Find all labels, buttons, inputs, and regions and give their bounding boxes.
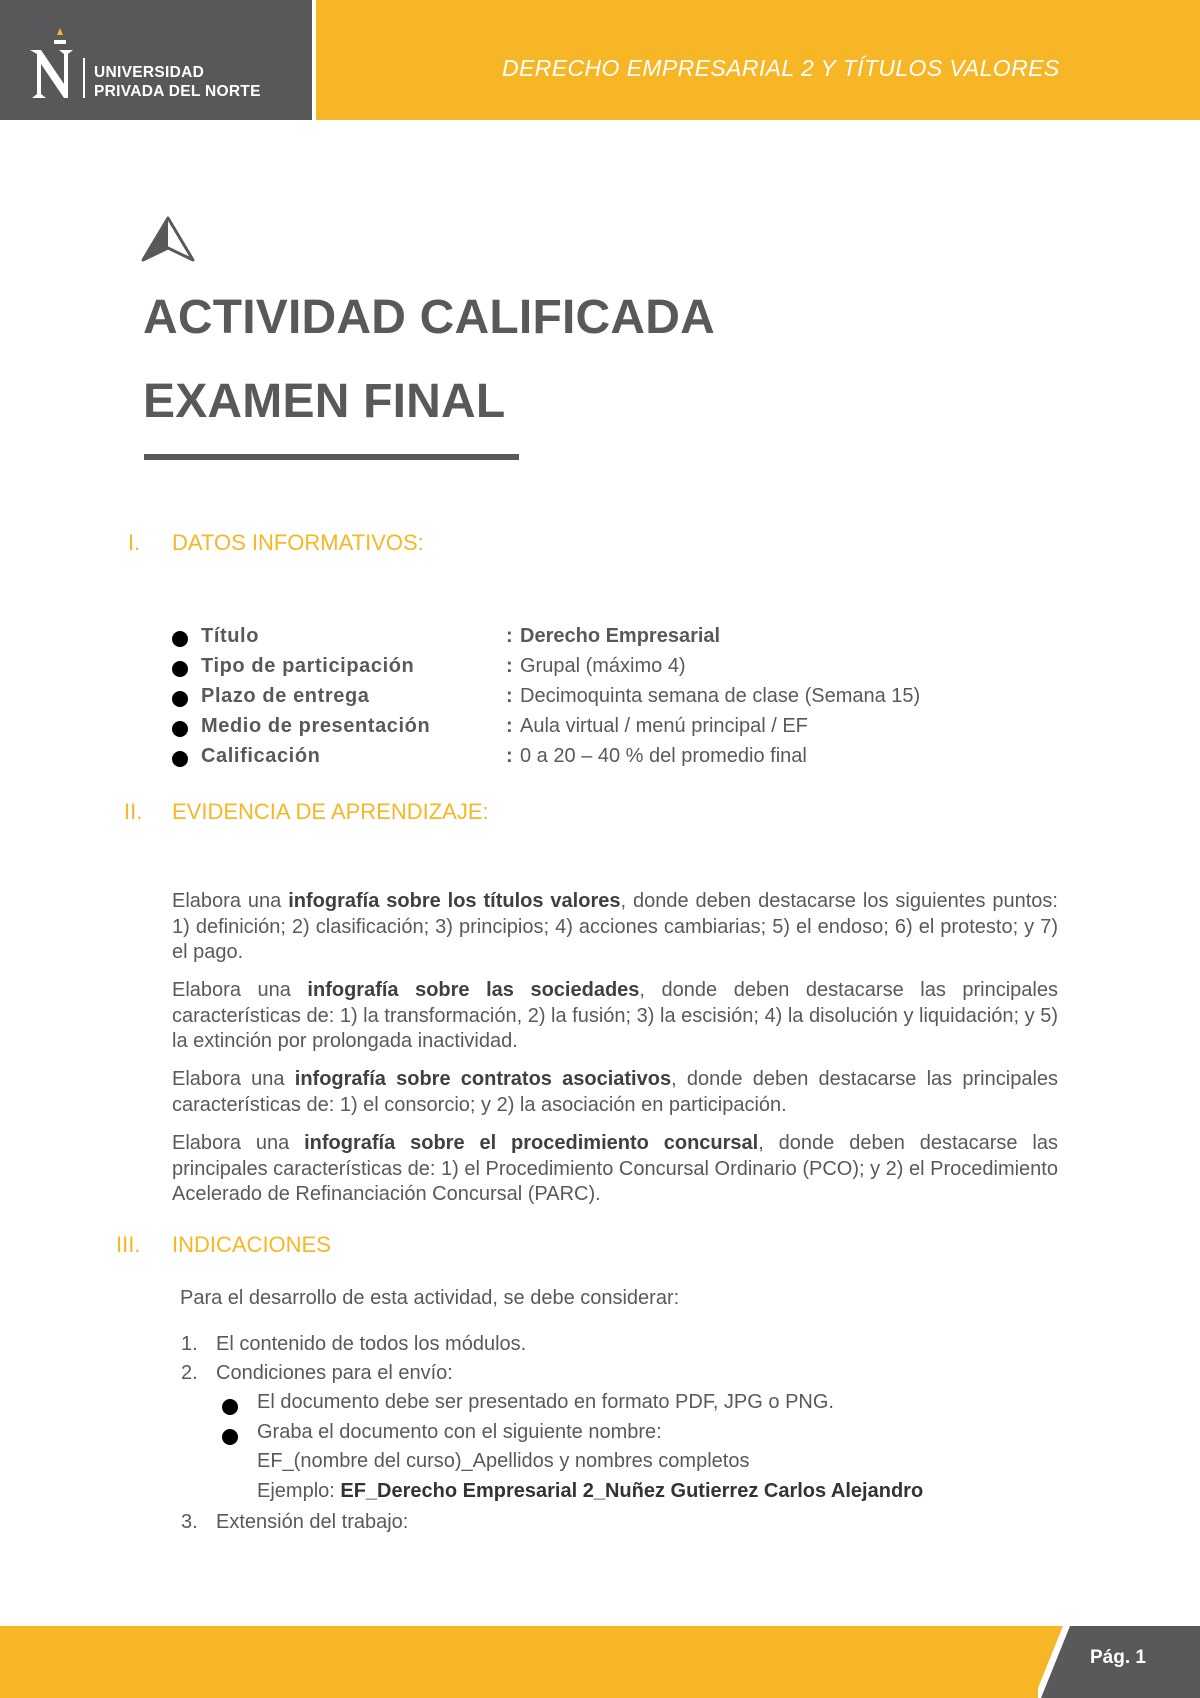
section-number: II. xyxy=(124,799,143,824)
datos-value: 0 a 20 – 40 % del promedio final xyxy=(520,745,807,767)
example-value: EF_Derecho Empresarial 2_Nuñez Gutierrez Carlos Alejandro xyxy=(340,1480,924,1502)
datos-value: Aula virtual / menú principal / EF xyxy=(520,715,808,737)
university-name-line2: PRIVADA DEL NORTE xyxy=(94,83,261,100)
para-bold: infografía sobre contratos asociativos xyxy=(294,1068,672,1090)
upn-n-logo-icon xyxy=(28,26,78,102)
para-bold: infografía sobre las sociedades xyxy=(307,979,640,1001)
header-divider xyxy=(312,0,316,120)
list-item xyxy=(172,743,1092,773)
para-text: Elabora una xyxy=(172,1132,305,1154)
datos-colon: : xyxy=(506,745,513,767)
sub-item-text: El documento debe ser presentado en formato PDF, JPG o PNG. xyxy=(257,1391,834,1413)
datos-value: Derecho Empresarial xyxy=(520,625,721,647)
para-bold: infografía sobre los títulos valores xyxy=(288,890,621,912)
datos-value: Grupal (máximo 4) xyxy=(520,655,686,677)
datos-list xyxy=(172,623,1092,773)
page-number: Pág. 1 xyxy=(1090,1647,1146,1668)
para-text: Elabora una xyxy=(172,890,289,912)
section-number: I. xyxy=(128,530,141,555)
para-bold: infografía sobre el procedimiento concursal xyxy=(304,1132,759,1154)
evidencia-paragraph xyxy=(172,1067,1058,1118)
section-number: III. xyxy=(116,1232,141,1257)
section-title: DATOS INFORMATIVOS: xyxy=(172,530,424,555)
section-title: EVIDENCIA DE APRENDIZAJE: xyxy=(172,799,489,824)
bullet-icon xyxy=(172,721,188,737)
example-label: Ejemplo: xyxy=(257,1480,341,1502)
item-number: 3. xyxy=(181,1511,198,1533)
exam-title: EXAMEN FINAL xyxy=(143,375,506,428)
datos-label: Título xyxy=(201,625,260,647)
logo-separator xyxy=(83,58,85,98)
bullet-icon xyxy=(172,661,188,677)
evidencia-paragraph xyxy=(172,1131,1058,1208)
para-text: , donde deben destacarse las principales características de: 1) el consorcio; y 2) la asociación en participación. xyxy=(172,1068,1059,1116)
list-item xyxy=(172,713,1092,743)
indicaciones-intro: Para el desarrollo de esta actividad, se debe considerar: xyxy=(180,1287,680,1309)
datos-colon: : xyxy=(506,625,513,647)
evidencia-paragraph xyxy=(172,889,1058,966)
bullet-icon xyxy=(222,1399,238,1415)
bullet-icon xyxy=(172,691,188,707)
list-item xyxy=(172,683,1092,713)
item-text: Extensión del trabajo: xyxy=(216,1511,409,1533)
para-text: , donde deben destacarse los siguientes puntos: 1) definición; 2) clasificación; 3) principios; 4) acciones cambiarias; 5) el endoso; 6) el protesto; y 7) el pago. xyxy=(172,890,1058,963)
item-number: 2. xyxy=(181,1362,198,1384)
datos-colon: : xyxy=(506,715,513,737)
course-title: DERECHO EMPRESARIAL 2 Y TÍTULOS VALORES xyxy=(502,55,1060,81)
datos-label: Plazo de entrega xyxy=(201,685,370,707)
item-text: Condiciones para el envío: xyxy=(216,1362,453,1384)
datos-colon: : xyxy=(506,685,513,707)
bullet-icon xyxy=(172,751,188,767)
evidencia-paragraph xyxy=(172,978,1058,1055)
university-name-line1: UNIVERSIDAD xyxy=(94,64,205,81)
arrow-icon xyxy=(141,216,195,262)
item-number: 1. xyxy=(181,1333,198,1355)
datos-value: Decimoquinta semana de clase (Semana 15) xyxy=(520,685,921,707)
para-text: , donde deben destacarse las principales características de: 1) el Procedimiento Concursal Ordinario (PCO); y 2) el Procedimiento Acelerado de Refinanciación Concursal (PARC). xyxy=(172,1132,1059,1205)
university-logo xyxy=(0,0,312,120)
list-item xyxy=(172,653,1092,683)
para-text: Elabora una xyxy=(172,979,308,1001)
sub-item-text: Graba el documento con el siguiente nombre: xyxy=(257,1421,662,1443)
page-footer xyxy=(0,1626,1200,1698)
page-header xyxy=(0,0,1200,120)
title-underline xyxy=(144,454,519,460)
list-item xyxy=(172,623,1092,653)
bullet-icon xyxy=(222,1429,238,1445)
datos-colon: : xyxy=(506,655,513,677)
bullet-icon xyxy=(172,631,188,647)
para-text: Elabora una xyxy=(172,1068,295,1090)
para-text: , donde deben destacarse las principales características de: 1) la transformación, 2) la fusión; 3) la escisión; 4) la disolución y liquidación; y 5) la extinción por prolongada inactividad. xyxy=(172,979,1058,1052)
file-name-pattern: EF_(nombre del curso)_Apellidos y nombres completos xyxy=(257,1450,750,1472)
activity-title: ACTIVIDAD CALIFICADA xyxy=(143,291,715,344)
datos-label: Calificación xyxy=(201,745,321,767)
section-title: INDICACIONES xyxy=(172,1232,331,1257)
datos-label: Medio de presentación xyxy=(201,715,431,737)
item-text: El contenido de todos los módulos. xyxy=(216,1333,527,1355)
file-name-example xyxy=(257,1480,923,1503)
datos-label: Tipo de participación xyxy=(201,655,415,677)
university-name xyxy=(94,63,261,101)
